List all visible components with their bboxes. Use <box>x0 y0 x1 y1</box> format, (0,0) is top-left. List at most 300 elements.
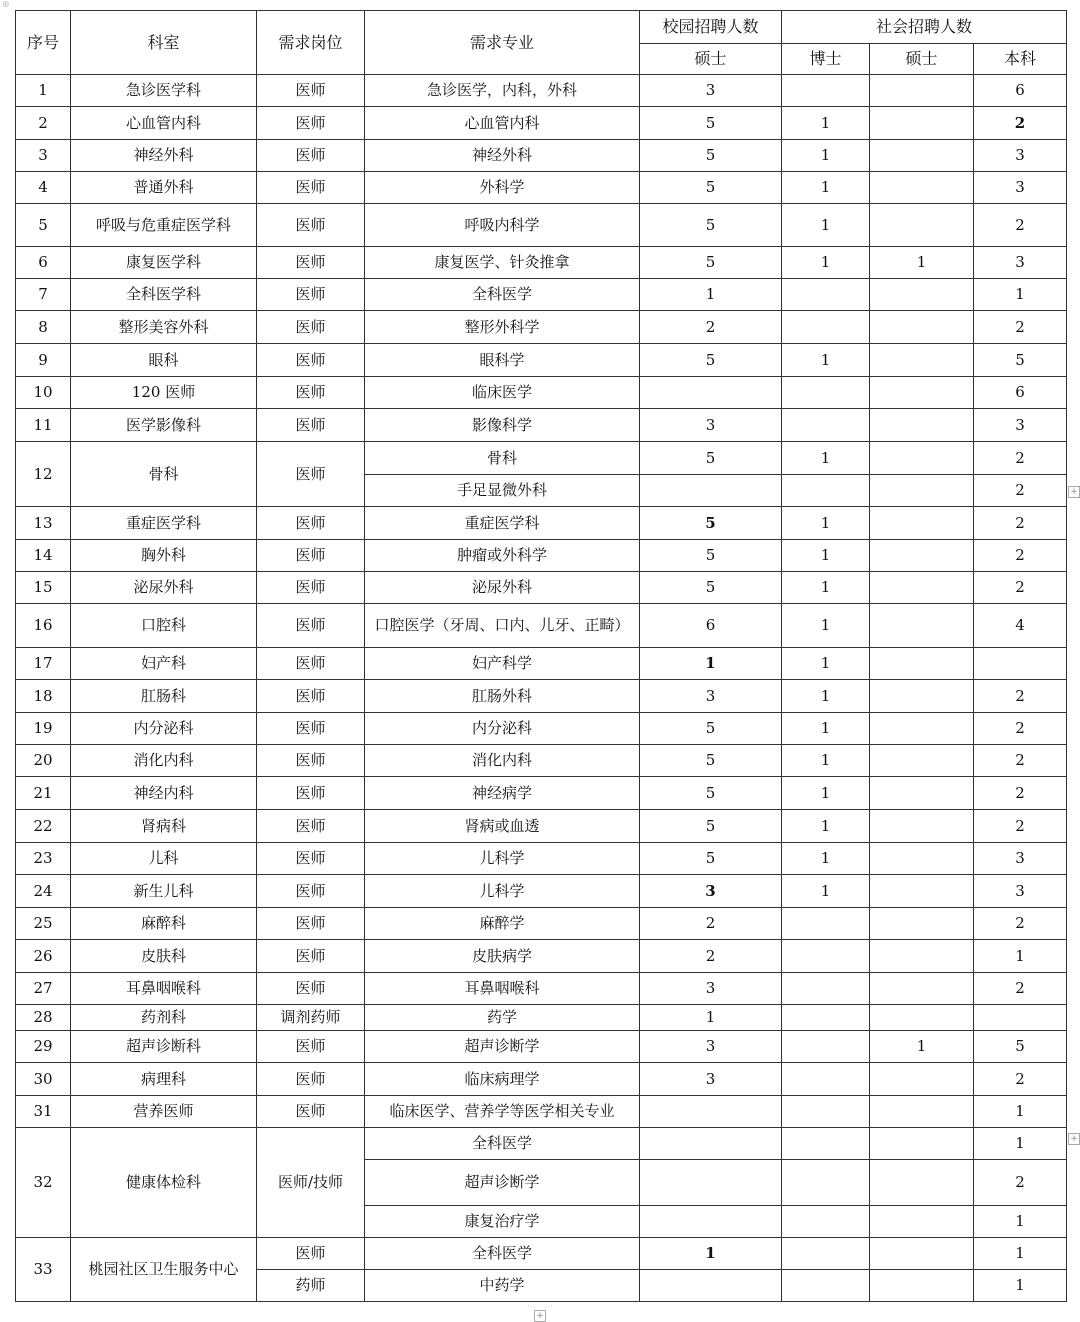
cell-campus-master: 1 <box>640 648 782 680</box>
cell-campus-master: 5 <box>640 572 782 604</box>
cell-seq: 12 <box>16 442 71 507</box>
cell-dept: 内分泌科 <box>71 713 257 745</box>
cell-social-bachelor: 6 <box>974 377 1067 409</box>
cell-social-master <box>870 940 974 973</box>
cell-social-bachelor: 2 <box>974 680 1067 713</box>
cell-seq: 25 <box>16 908 71 940</box>
cell-dept: 胸外科 <box>71 540 257 572</box>
cell-campus-master: 3 <box>640 1031 782 1063</box>
cell-social-master: 1 <box>870 247 974 279</box>
row-insert-handle[interactable]: + <box>1068 486 1080 498</box>
cell-dept: 新生儿科 <box>71 875 257 908</box>
cell-major: 呼吸内科学 <box>365 204 640 247</box>
table-row <box>16 107 1067 140</box>
cell-social-phd: 1 <box>782 777 870 810</box>
cell-social-bachelor <box>974 648 1067 680</box>
cell-social-bachelor: 2 <box>974 507 1067 540</box>
table-row <box>16 1063 1067 1096</box>
cell-seq: 29 <box>16 1031 71 1063</box>
cell-social-bachelor: 2 <box>974 973 1067 1005</box>
cell-social-bachelor: 3 <box>974 247 1067 279</box>
cell-social-bachelor: 2 <box>974 204 1067 247</box>
cell-campus-master <box>640 475 782 507</box>
cell-major: 全科医学 <box>365 1128 640 1160</box>
table-move-handle-icon[interactable]: ⊕ <box>2 0 10 10</box>
cell-campus-master <box>640 1206 782 1238</box>
cell-campus-master: 5 <box>640 777 782 810</box>
cell-dept: 肛肠科 <box>71 680 257 713</box>
cell-major: 急诊医学，内科，外科 <box>365 75 640 107</box>
cell-social-phd <box>782 1005 870 1031</box>
cell-seq: 14 <box>16 540 71 572</box>
cell-social-master <box>870 680 974 713</box>
cell-position: 医师 <box>257 377 365 409</box>
table-row <box>16 409 1067 442</box>
cell-seq: 8 <box>16 311 71 344</box>
cell-dept: 妇产科 <box>71 648 257 680</box>
cell-campus-master: 6 <box>640 604 782 648</box>
cell-seq: 24 <box>16 875 71 908</box>
cell-campus-master <box>640 1160 782 1206</box>
cell-social-master <box>870 1005 974 1031</box>
cell-campus-master: 5 <box>640 745 782 777</box>
cell-major: 超声诊断学 <box>365 1160 640 1206</box>
cell-seq: 33 <box>16 1238 71 1302</box>
cell-social-phd: 1 <box>782 107 870 140</box>
cell-major: 临床医学 <box>365 377 640 409</box>
table-row <box>16 311 1067 344</box>
cell-dept: 肾病科 <box>71 810 257 843</box>
cell-campus-master: 3 <box>640 1063 782 1096</box>
cell-social-phd <box>782 1160 870 1206</box>
cell-dept: 呼吸与危重症医学科 <box>71 204 257 247</box>
cell-major: 骨科 <box>365 442 640 475</box>
cell-seq: 13 <box>16 507 71 540</box>
cell-seq: 28 <box>16 1005 71 1031</box>
cell-position: 医师 <box>257 777 365 810</box>
cell-social-phd: 1 <box>782 572 870 604</box>
cell-position: 医师/技师 <box>257 1128 365 1238</box>
table-row <box>16 1031 1067 1063</box>
cell-campus-master: 5 <box>640 204 782 247</box>
cell-position: 医师 <box>257 204 365 247</box>
cell-campus-master: 5 <box>640 810 782 843</box>
cell-campus-master: 5 <box>640 507 782 540</box>
cell-major: 全科医学 <box>365 279 640 311</box>
cell-position: 调剂药师 <box>257 1005 365 1031</box>
table-row <box>16 777 1067 810</box>
cell-seq: 21 <box>16 777 71 810</box>
cell-social-phd: 1 <box>782 540 870 572</box>
cell-social-phd: 1 <box>782 875 870 908</box>
cell-social-bachelor: 1 <box>974 1238 1067 1270</box>
table-row <box>16 1128 1067 1160</box>
cell-position: 医师 <box>257 745 365 777</box>
cell-social-master <box>870 875 974 908</box>
cell-seq: 5 <box>16 204 71 247</box>
cell-position: 医师 <box>257 107 365 140</box>
cell-campus-master: 5 <box>640 107 782 140</box>
cell-major: 妇产科学 <box>365 648 640 680</box>
cell-dept: 泌尿外科 <box>71 572 257 604</box>
cell-position: 医师 <box>257 1031 365 1063</box>
table-row <box>16 1096 1067 1128</box>
cell-major: 全科医学 <box>365 1238 640 1270</box>
cell-seq: 9 <box>16 344 71 377</box>
cell-campus-master: 5 <box>640 247 782 279</box>
cell-social-master <box>870 572 974 604</box>
cell-social-phd <box>782 940 870 973</box>
cell-major: 心血管内科 <box>365 107 640 140</box>
cell-social-master <box>870 1096 974 1128</box>
cell-dept: 眼科 <box>71 344 257 377</box>
cell-social-master <box>870 75 974 107</box>
cell-social-master <box>870 204 974 247</box>
cell-social-bachelor: 2 <box>974 745 1067 777</box>
cell-position: 医师 <box>257 908 365 940</box>
cell-campus-master: 5 <box>640 713 782 745</box>
cell-social-master <box>870 311 974 344</box>
cell-social-master <box>870 1128 974 1160</box>
cell-position: 医师 <box>257 442 365 507</box>
cell-position: 医师 <box>257 172 365 204</box>
cell-social-master <box>870 648 974 680</box>
cell-social-bachelor: 2 <box>974 1160 1067 1206</box>
cell-dept: 儿科 <box>71 843 257 875</box>
cell-dept: 全科医学科 <box>71 279 257 311</box>
cell-social-master <box>870 1063 974 1096</box>
table-row <box>16 843 1067 875</box>
cell-social-phd <box>782 311 870 344</box>
cell-social-phd: 1 <box>782 843 870 875</box>
cell-social-bachelor: 2 <box>974 572 1067 604</box>
cell-major: 泌尿外科 <box>365 572 640 604</box>
cell-social-bachelor: 2 <box>974 777 1067 810</box>
cell-major: 外科学 <box>365 172 640 204</box>
cell-social-phd <box>782 1063 870 1096</box>
cell-social-bachelor: 5 <box>974 1031 1067 1063</box>
cell-position: 医师 <box>257 604 365 648</box>
cell-major: 肿瘤或外科学 <box>365 540 640 572</box>
cell-major: 皮肤病学 <box>365 940 640 973</box>
cell-seq: 27 <box>16 973 71 1005</box>
cell-social-phd <box>782 475 870 507</box>
cell-social-bachelor: 2 <box>974 540 1067 572</box>
header-position: 需求岗位 <box>257 11 365 75</box>
cell-major: 耳鼻咽喉科 <box>365 973 640 1005</box>
table-row <box>16 1238 1067 1270</box>
cell-social-phd <box>782 1031 870 1063</box>
cell-social-master <box>870 377 974 409</box>
cell-social-bachelor: 1 <box>974 1096 1067 1128</box>
cell-dept: 营养医师 <box>71 1096 257 1128</box>
cell-dept: 麻醉科 <box>71 908 257 940</box>
cell-position: 医师 <box>257 409 365 442</box>
cell-social-master <box>870 1270 974 1302</box>
cell-major: 重症医学科 <box>365 507 640 540</box>
cell-social-master <box>870 745 974 777</box>
cell-social-bachelor: 2 <box>974 311 1067 344</box>
recruitment-table <box>15 10 1067 1302</box>
cell-social-phd <box>782 409 870 442</box>
table-row <box>16 973 1067 1005</box>
cell-dept: 神经内科 <box>71 777 257 810</box>
header-campus-master: 硕士 <box>640 44 782 75</box>
cell-seq: 18 <box>16 680 71 713</box>
table-row <box>16 75 1067 107</box>
cell-dept: 心血管内科 <box>71 107 257 140</box>
cell-dept: 消化内科 <box>71 745 257 777</box>
cell-seq: 30 <box>16 1063 71 1096</box>
cell-dept: 整形美容外科 <box>71 311 257 344</box>
cell-social-bachelor <box>974 1005 1067 1031</box>
cell-position: 医师 <box>257 75 365 107</box>
cell-dept: 普通外科 <box>71 172 257 204</box>
cell-seq: 1 <box>16 75 71 107</box>
cell-position: 医师 <box>257 540 365 572</box>
cell-social-bachelor: 4 <box>974 604 1067 648</box>
cell-dept: 120 医师 <box>71 377 257 409</box>
cell-seq: 7 <box>16 279 71 311</box>
cell-position: 医师 <box>257 572 365 604</box>
cell-dept: 骨科 <box>71 442 257 507</box>
cell-major: 整形外科学 <box>365 311 640 344</box>
cell-seq: 23 <box>16 843 71 875</box>
cell-social-phd: 1 <box>782 810 870 843</box>
column-insert-handle[interactable]: + <box>534 1310 546 1322</box>
table-row <box>16 344 1067 377</box>
cell-campus-master: 3 <box>640 680 782 713</box>
cell-social-phd: 1 <box>782 604 870 648</box>
table-body <box>16 75 1067 1302</box>
cell-social-phd: 1 <box>782 172 870 204</box>
cell-campus-master: 3 <box>640 75 782 107</box>
cell-dept: 超声诊断科 <box>71 1031 257 1063</box>
cell-social-bachelor: 1 <box>974 1270 1067 1302</box>
cell-campus-master: 3 <box>640 973 782 1005</box>
cell-social-phd: 1 <box>782 507 870 540</box>
cell-position: 医师 <box>257 1096 365 1128</box>
cell-social-master <box>870 713 974 745</box>
cell-major: 消化内科 <box>365 745 640 777</box>
header-dept: 科室 <box>71 11 257 75</box>
cell-seq: 15 <box>16 572 71 604</box>
cell-social-bachelor: 3 <box>974 875 1067 908</box>
table-row <box>16 572 1067 604</box>
cell-campus-master: 2 <box>640 940 782 973</box>
table-row <box>16 247 1067 279</box>
cell-social-master <box>870 843 974 875</box>
cell-position: 医师 <box>257 140 365 172</box>
cell-campus-master: 5 <box>640 540 782 572</box>
cell-social-phd <box>782 279 870 311</box>
cell-dept: 口腔科 <box>71 604 257 648</box>
cell-social-phd <box>782 75 870 107</box>
cell-social-master <box>870 409 974 442</box>
cell-major: 中药学 <box>365 1270 640 1302</box>
cell-social-master <box>870 475 974 507</box>
cell-social-bachelor: 6 <box>974 75 1067 107</box>
table-row <box>16 540 1067 572</box>
header-major: 需求专业 <box>365 11 640 75</box>
cell-campus-master: 5 <box>640 442 782 475</box>
cell-major: 影像科学 <box>365 409 640 442</box>
header-social: 社会招聘人数 <box>782 11 1067 44</box>
cell-dept: 耳鼻咽喉科 <box>71 973 257 1005</box>
cell-social-bachelor: 3 <box>974 140 1067 172</box>
cell-seq: 22 <box>16 810 71 843</box>
cell-campus-master <box>640 1128 782 1160</box>
cell-position: 医师 <box>257 648 365 680</box>
cell-major: 儿科学 <box>365 875 640 908</box>
row-insert-handle[interactable]: + <box>1068 1133 1080 1145</box>
cell-social-phd <box>782 1270 870 1302</box>
cell-major: 肾病或血透 <box>365 810 640 843</box>
cell-seq: 3 <box>16 140 71 172</box>
cell-dept: 医学影像科 <box>71 409 257 442</box>
table-row <box>16 875 1067 908</box>
cell-social-bachelor: 2 <box>974 810 1067 843</box>
cell-seq: 10 <box>16 377 71 409</box>
cell-position: 医师 <box>257 680 365 713</box>
cell-social-master <box>870 810 974 843</box>
cell-social-master <box>870 908 974 940</box>
cell-campus-master <box>640 377 782 409</box>
cell-seq: 17 <box>16 648 71 680</box>
cell-position: 医师 <box>257 973 365 1005</box>
cell-major: 神经病学 <box>365 777 640 810</box>
table-row <box>16 1005 1067 1031</box>
cell-social-bachelor: 1 <box>974 940 1067 973</box>
cell-social-bachelor: 2 <box>974 107 1067 140</box>
header-social-master: 硕士 <box>870 44 974 75</box>
cell-social-phd <box>782 1206 870 1238</box>
table-row <box>16 810 1067 843</box>
cell-social-bachelor: 1 <box>974 279 1067 311</box>
table-row <box>16 604 1067 648</box>
cell-dept: 桃园社区卫生服务中心 <box>71 1238 257 1302</box>
cell-seq: 4 <box>16 172 71 204</box>
table-row <box>16 908 1067 940</box>
cell-position: 医师 <box>257 713 365 745</box>
cell-social-phd <box>782 1238 870 1270</box>
cell-seq: 19 <box>16 713 71 745</box>
cell-campus-master: 1 <box>640 279 782 311</box>
cell-position: 医师 <box>257 507 365 540</box>
table-row <box>16 680 1067 713</box>
table-row <box>16 140 1067 172</box>
cell-position: 药师 <box>257 1270 365 1302</box>
cell-campus-master: 5 <box>640 843 782 875</box>
table-row <box>16 377 1067 409</box>
cell-position: 医师 <box>257 344 365 377</box>
cell-social-phd: 1 <box>782 344 870 377</box>
cell-position: 医师 <box>257 875 365 908</box>
cell-social-phd: 1 <box>782 140 870 172</box>
cell-campus-master: 1 <box>640 1005 782 1031</box>
cell-position: 医师 <box>257 247 365 279</box>
cell-dept: 神经外科 <box>71 140 257 172</box>
table-row <box>16 940 1067 973</box>
cell-social-bachelor: 2 <box>974 442 1067 475</box>
cell-social-phd: 1 <box>782 204 870 247</box>
cell-social-bachelor: 2 <box>974 475 1067 507</box>
cell-position: 医师 <box>257 1238 365 1270</box>
cell-campus-master: 5 <box>640 344 782 377</box>
header-social-bachelor: 本科 <box>974 44 1067 75</box>
cell-social-phd: 1 <box>782 442 870 475</box>
cell-social-phd <box>782 1128 870 1160</box>
cell-social-phd: 1 <box>782 247 870 279</box>
header-seq: 序号 <box>16 11 71 75</box>
cell-social-master <box>870 279 974 311</box>
cell-seq: 2 <box>16 107 71 140</box>
table-row <box>16 172 1067 204</box>
cell-social-master <box>870 140 974 172</box>
cell-social-phd <box>782 377 870 409</box>
cell-major: 康复治疗学 <box>365 1206 640 1238</box>
cell-campus-master <box>640 1270 782 1302</box>
cell-social-master <box>870 344 974 377</box>
cell-major: 内分泌科 <box>365 713 640 745</box>
cell-social-bachelor: 1 <box>974 1206 1067 1238</box>
cell-social-phd: 1 <box>782 745 870 777</box>
cell-social-bachelor: 2 <box>974 908 1067 940</box>
cell-position: 医师 <box>257 1063 365 1096</box>
cell-social-master <box>870 507 974 540</box>
cell-major: 临床病理学 <box>365 1063 640 1096</box>
cell-major: 临床医学、营养学等医学相关专业 <box>365 1096 640 1128</box>
cell-position: 医师 <box>257 279 365 311</box>
table-row <box>16 204 1067 247</box>
cell-social-master <box>870 777 974 810</box>
cell-social-master <box>870 172 974 204</box>
cell-campus-master <box>640 1096 782 1128</box>
cell-major: 儿科学 <box>365 843 640 875</box>
cell-social-master <box>870 1238 974 1270</box>
cell-campus-master: 2 <box>640 311 782 344</box>
table-row <box>16 279 1067 311</box>
cell-social-bachelor: 5 <box>974 344 1067 377</box>
cell-social-master: 1 <box>870 1031 974 1063</box>
cell-position: 医师 <box>257 940 365 973</box>
cell-dept: 急诊医学科 <box>71 75 257 107</box>
cell-major: 手足显微外科 <box>365 475 640 507</box>
cell-seq: 31 <box>16 1096 71 1128</box>
table-row <box>16 648 1067 680</box>
cell-campus-master: 5 <box>640 172 782 204</box>
cell-social-master <box>870 442 974 475</box>
cell-seq: 16 <box>16 604 71 648</box>
cell-position: 医师 <box>257 843 365 875</box>
cell-social-phd <box>782 973 870 1005</box>
cell-social-bachelor: 1 <box>974 1128 1067 1160</box>
cell-major: 口腔医学（牙周、口内、儿牙、正畸） <box>365 604 640 648</box>
cell-seq: 32 <box>16 1128 71 1238</box>
cell-dept: 药剂科 <box>71 1005 257 1031</box>
cell-social-bachelor: 3 <box>974 843 1067 875</box>
table-row <box>16 745 1067 777</box>
cell-social-master <box>870 1206 974 1238</box>
cell-social-bachelor: 3 <box>974 409 1067 442</box>
cell-dept: 康复医学科 <box>71 247 257 279</box>
cell-social-phd: 1 <box>782 713 870 745</box>
cell-social-bachelor: 2 <box>974 1063 1067 1096</box>
cell-major: 康复医学、针灸推拿 <box>365 247 640 279</box>
header-social-phd: 博士 <box>782 44 870 75</box>
table-row <box>16 507 1067 540</box>
cell-campus-master: 3 <box>640 409 782 442</box>
